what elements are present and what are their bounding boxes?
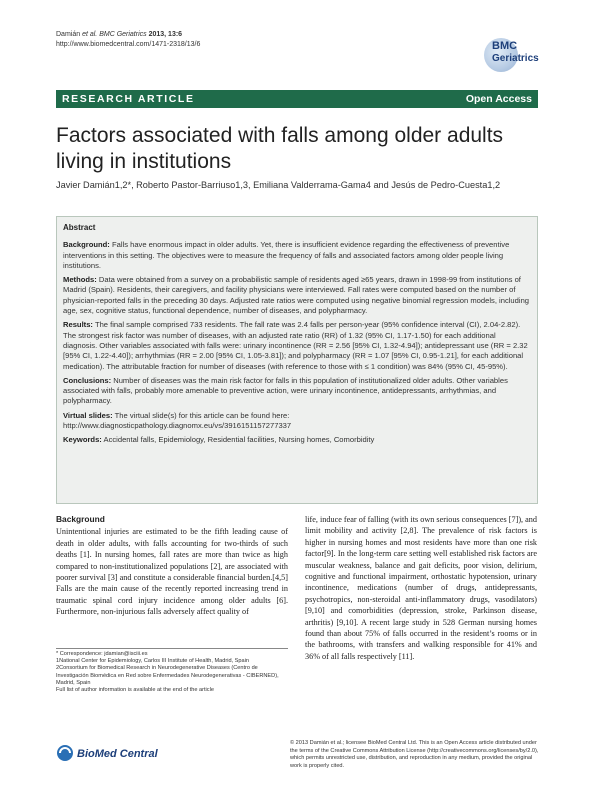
body-column-left bbox=[56, 514, 288, 618]
publisher-name: BioMed Central bbox=[77, 748, 158, 760]
footnote-affiliation-1: 1National Center for Epidemiology, Carlos III Institute of Health, Madrid, Spain bbox=[56, 658, 249, 665]
header-author: Damián bbox=[56, 31, 81, 38]
logo-text-journal: Geriatrics bbox=[492, 53, 539, 64]
abstract-conclusions: Conclusions: Number of diseases was the main risk factor for falls in this population of institutionalized older adults. Other variables associated with falls, probably more amenable to preventive action, were urinary incontinence, antidepressants, arrhythmias, and polypharmacy. bbox=[63, 375, 508, 406]
footnote-affiliation-2: 2Consortium for Biomedical Research in Neurodegenerative Diseases (Centro de Investigación Biomédica en Red sobre Enfermedades Neurodegenerativas - CIBERNED), Madrid, Spain bbox=[56, 665, 279, 686]
open-access-label: Open Access bbox=[465, 93, 532, 105]
logo-text-bmc: BMC bbox=[492, 40, 518, 52]
article-type-banner bbox=[56, 90, 538, 108]
footnote-correspondence: * Correspondence: jdamian@isciii.es bbox=[56, 651, 148, 657]
abstract-heading: Abstract bbox=[63, 223, 96, 232]
footnote-more-info: Full list of author information is available at the end of the article bbox=[56, 687, 214, 694]
body-paragraph-1: Unintentional injuries are estimated to be the fifth leading cause of death in older adults, with falls accounting for two-thirds of such deaths [1]. In nursing homes, fall rates are more than twice as high compared to non-institutionalized populations [2], are associated with poorer survival [3] and constitute a considerable financial burden.[4,5] Falls are the main cause of the recently reported increasing trend in traumatic spinal cord injury incidence among older adults [6]. Furthermore, non-injurious falls adversely affect quality of bbox=[56, 527, 288, 617]
abstract-methods: Methods: Data were obtained from a survey on a probabilistic sample of residents aged ≥65 years, drawn in 1998-99 from institutions of Madrid (Spain). Residents, their caregivers, and facility physicians were interviewed. Fall rates were computed based on the number of physician-reported falls in the preceding 30 days. Adjusted rate ratios were computed using negative binomial regression models, including age, sex, cognitive status, functional dependence, number of diseases, and polypharmacy. bbox=[63, 275, 530, 316]
author-line: Javier Damián1,2*, Roberto Pastor-Barriuso1,3, Emiliana Valderrama-Gama4 and Jesús de Pedro-Cuesta1,2 bbox=[56, 180, 501, 190]
abstract-virtual-slides: Virtual slides: The virtual slide(s) for this article can be found here: http://www.diagnosticpathology.diagnomx.eu/vs/3916151157277337 bbox=[63, 410, 292, 431]
publisher-logo-icon bbox=[56, 743, 166, 763]
header-journal: et al. BMC Geriatrics bbox=[80, 31, 147, 38]
journal-logo bbox=[484, 36, 544, 76]
running-header bbox=[56, 30, 200, 50]
abstract-background: Background: Falls have enormous impact in older adults. Yet, there is insufficient evidence regarding the effectiveness of preventive interventions in this setting. The objectives were to measure the frequency of falls and associated factors among older people living institutions. bbox=[63, 240, 510, 270]
virtual-slides-link[interactable]: http://www.diagnosticpathology.diagnomx.eu/vs/3916151157277337 bbox=[63, 421, 292, 431]
article-title: Factors associated with falls among older adults living in institutions bbox=[56, 124, 504, 173]
section-heading-background: Background bbox=[56, 514, 105, 524]
license-text: © 2013 Damián et al.; licensee BioMed Central Ltd. This is an Open Access article distributed under the terms of the Creative Commons Attribution License (http://creativecommons.org/licenses/by/2.0), which permits unrestricted use, distribution, and reproduction in any medium, provided the original work is properly cited. bbox=[290, 740, 539, 769]
abstract-box bbox=[56, 216, 538, 504]
header-citation: 2013, 13:6 bbox=[146, 31, 183, 38]
footnotes bbox=[56, 648, 288, 694]
abstract-results: Results: The final sample comprised 733 residents. The fall rate was 2.4 falls per person-year (95% confidence interval (CI), 2.04-2.82). The strongest risk factor was number of diseases, with an adjusted rate ratio (RR) of 1.32 (95% CI, 1.17-1.50) for each additional diagnosis. Other variables associated with falls were: urinary incontinence (RR = 2.56 [95% CI, 1.32-4.94]); antidepressant use (RR = 2.32 [95% CI, 1.22-4.40]); arrhythmias (RR = 2.00 [95% CI, 1.05-3.81]); and polypharmacy (RR = 1.07 [95% CI, 0.95-1.21], for each additional medication). The attributable fraction for number of diseases (with reference to those with ≤ 1 condition) was 84% (95% CI, 45-95%). bbox=[63, 320, 528, 371]
body-paragraph-2: life, induce fear of falling (with its own serious consequences [7]), and limit mobility and activity [2,8]. The prevalence of risk factors is higher in nursing homes and most residents have more than one risk factor[9]. In the long-term care setting well established risk factors are muscular weakness, balance and gait deficits, poor vision, delirium, cognitive and functional impairment, orthostatic hypotension, urinary incontinence, medications (number of drugs, antidepressants, psychotropics, non-steroidal anti-inflammatory drugs, vasodilators) [9,10] and comorbidities (depression, stroke, Parkinson disease, arthritis) [9,10]. A recent large study in 528 German nursing homes found than about 75% of falls occurred in the resident’s rooms or in the bathrooms, with transfers and walking responsible for 41% and 36% of all falls respectively [11]. bbox=[305, 515, 537, 661]
abstract-keywords: Keywords: Accidental falls, Epidemiology, Residential facilities, Nursing homes, Comorbidity bbox=[63, 435, 375, 445]
body-column-right bbox=[305, 514, 537, 662]
author-list bbox=[56, 180, 546, 190]
publisher-logo bbox=[56, 743, 166, 763]
article-type-label: RESEARCH ARTICLE bbox=[62, 93, 195, 105]
header-url[interactable]: http://www.biomedcentral.com/1471-2318/13/6 bbox=[56, 41, 201, 48]
